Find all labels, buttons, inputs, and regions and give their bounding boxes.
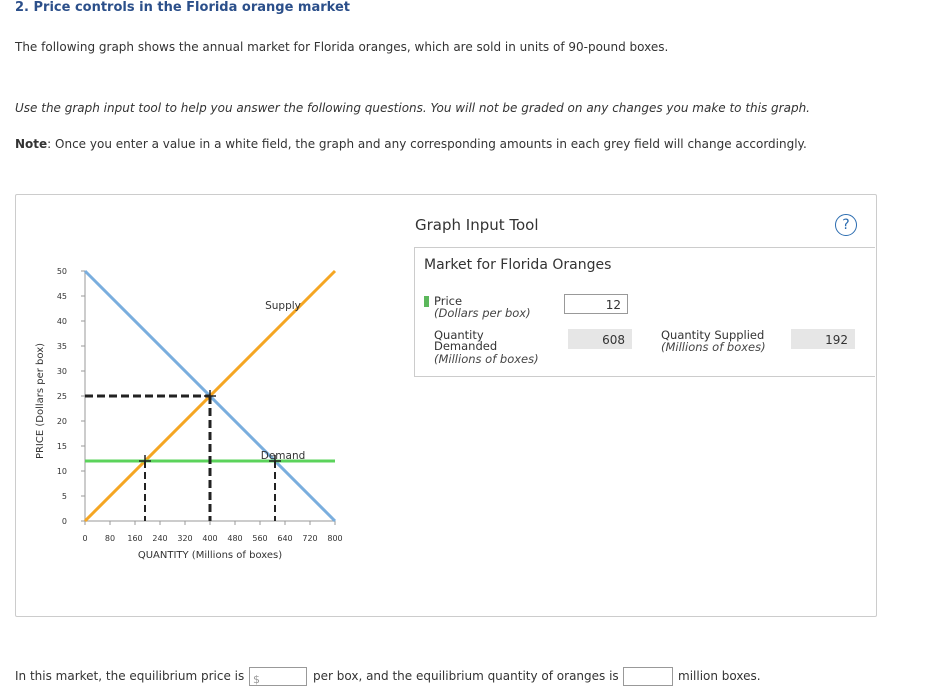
graph-input-tool-title: Graph Input Tool (415, 216, 539, 234)
quantity-supplied-unit: (Millions of boxes) (661, 340, 766, 354)
question-title: 2. Price controls in the Florida orange market (15, 0, 350, 15)
x-tick-label: 160 (127, 534, 143, 543)
x-tick-label: 320 (177, 534, 193, 543)
price-unit: (Dollars per box) (434, 306, 531, 320)
x-tick-label: 480 (227, 534, 243, 543)
x-tick-label: 400 (202, 534, 218, 543)
x-tick-label: 560 (252, 534, 268, 543)
quantity-demanded-unit: (Millions of boxes) (434, 352, 539, 366)
quantity-supplied-value: 192 (791, 329, 855, 349)
quantity-demanded-label-1: Quantity (434, 328, 484, 342)
help-icon[interactable]: ? (835, 214, 857, 236)
market-subtitle: Market for Florida Oranges (424, 257, 612, 273)
y-axis-label: PRICE (Dollars per box) (35, 342, 46, 460)
x-tick-label: 240 (152, 534, 168, 543)
y-tick-label: 30 (56, 367, 67, 376)
answer-text-3: million boxes. (678, 669, 761, 683)
supply-label: Supply (265, 300, 301, 312)
y-tick-label: 20 (56, 417, 67, 426)
y-tick-label: 15 (56, 442, 67, 451)
note-body: : Once you enter a value in a white field, the graph and any corresponding amounts in each grey field will change accordingly. (47, 137, 807, 151)
note-label: Note (15, 137, 48, 151)
x-tick-label: 0 (82, 534, 88, 543)
y-tick-label: 5 (61, 492, 67, 501)
y-tick-label: 40 (56, 317, 67, 326)
instruction-text: Use the graph input tool to help you answer the following questions. You will not be graded on any changes you make to this graph. (15, 101, 810, 115)
x-tick-label: 640 (277, 534, 293, 543)
y-tick-label: 45 (56, 292, 67, 301)
dollar-sign: $ (253, 673, 260, 686)
x-tick-label: 80 (104, 534, 116, 543)
y-tick-label: 0 (61, 517, 67, 526)
price-color-swatch (424, 296, 429, 307)
price-label: Price (434, 294, 463, 308)
intro-text: The following graph shows the annual market for Florida oranges, which are sold in units of 90-pound boxes. (15, 40, 669, 54)
equilibrium-price-input[interactable] (249, 667, 307, 686)
y-tick-label: 10 (56, 467, 67, 476)
y-tick-label: 25 (56, 392, 67, 401)
answer-text-2: per box, and the equilibrium quantity of oranges is (313, 669, 619, 683)
quantity-demanded-value: 608 (568, 329, 632, 349)
answer-text-1: In this market, the equilibrium price is (15, 669, 245, 683)
x-tick-label: 720 (302, 534, 318, 543)
demand-label: Demand (260, 450, 306, 462)
x-axis-label: QUANTITY (Millions of boxes) (137, 550, 283, 561)
y-tick-label: 50 (56, 267, 67, 276)
x-tick-label: 800 (327, 534, 343, 543)
equilibrium-quantity-input[interactable] (623, 667, 673, 686)
quantity-demanded-label-2: Demanded (434, 339, 498, 353)
price-input[interactable]: 12 (564, 294, 628, 314)
quantity-supplied-label: Quantity Supplied (661, 328, 765, 342)
y-tick-label: 35 (56, 342, 67, 351)
